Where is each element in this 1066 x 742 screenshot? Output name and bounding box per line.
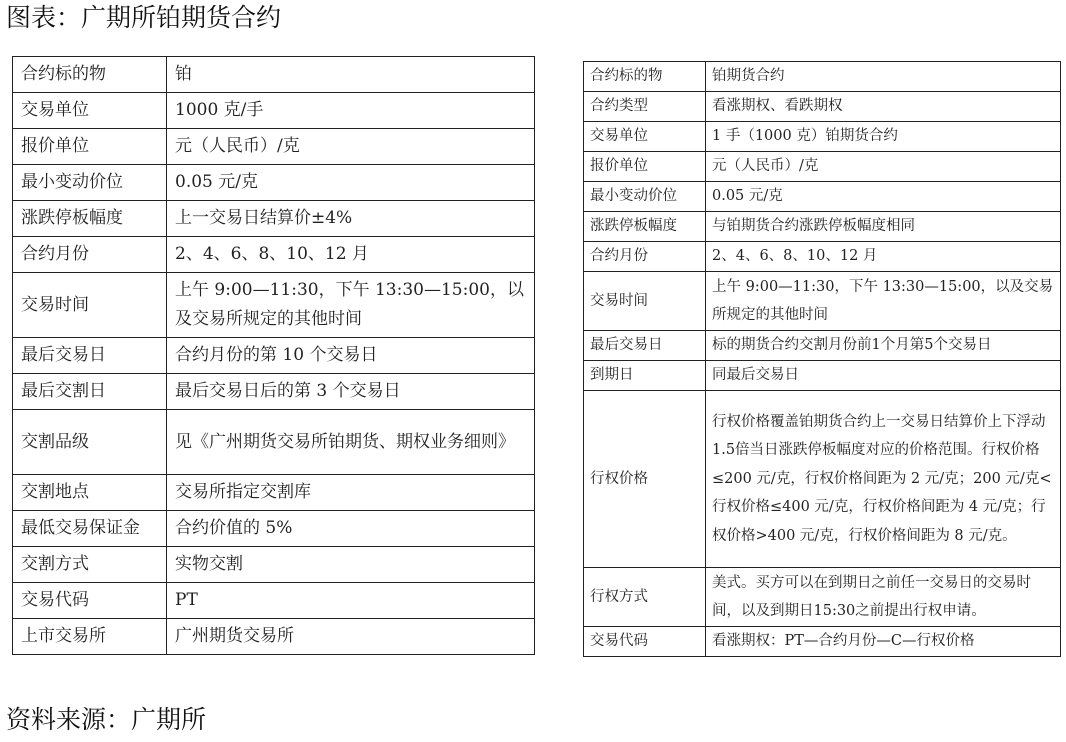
table-row [13,475,535,511]
row-value: 元（人民币）/克 [706,152,1061,182]
row-value: 标的期货合约交割月份前1个月第5个交易日 [706,331,1061,361]
table-row [13,273,535,338]
row-key: 交割品级 [13,410,167,475]
row-value: 上午 9:00—11:30，下午 13:30—15:00，以及交易所规定的其他时间 [167,273,535,338]
row-value: 美式。买方可以在到期日之前任一交易日的交易时间，以及到期日15:30之前提出行权申请。 [706,568,1061,627]
table-row [584,331,1061,361]
row-value: 与铂期货合约涨跌停板幅度相同 [706,212,1061,242]
row-key: 最后交割日 [13,374,167,410]
row-value: 实物交割 [167,547,535,583]
row-key: 行权价格 [584,391,706,568]
row-key: 到期日 [584,361,706,391]
table-row [584,122,1061,152]
row-value: 铂期货合约 [706,62,1061,92]
table-row [13,338,535,374]
table-row [584,568,1061,627]
row-key: 最低交易保证金 [13,511,167,547]
row-key: 报价单位 [13,129,167,165]
row-value: 0.05 元/克 [706,182,1061,212]
table-row [13,57,535,93]
table-row [584,182,1061,212]
table-row [584,272,1061,331]
row-key: 行权方式 [584,568,706,627]
table-row [584,62,1061,92]
table-row [584,212,1061,242]
row-value: 2、4、6、8、10、12 月 [706,242,1061,272]
row-key: 交易时间 [13,273,167,338]
row-key: 报价单位 [584,152,706,182]
table-row [13,410,535,475]
row-value: PT [167,583,535,619]
table-row [584,627,1061,657]
row-key: 最小变动价位 [584,182,706,212]
table-row [13,547,535,583]
row-key: 交易时间 [584,272,706,331]
row-value: 合约月份的第 10 个交易日 [167,338,535,374]
row-key: 交易代码 [13,583,167,619]
row-value: 1000 克/手 [167,93,535,129]
row-value: 行权价格覆盖铂期货合约上一交易日结算价上下浮动1.5倍当日涨跌停板幅度对应的价格范围。行权价格≤200 元/克，行权价格间距为 2 元/克；200 元/克<行权价格≤400 元/克，行权价格间距为 4 元/克；行权价格>400 元/克，行权价格间距为 8 元/克。 [706,391,1061,568]
row-key: 交易代码 [584,627,706,657]
row-value: 看涨期权：PT—合约月份—C—行权价格 [706,627,1061,657]
table-row [13,165,535,201]
table-row [13,374,535,410]
row-value: 广州期货交易所 [167,619,535,655]
row-key: 合约月份 [13,237,167,273]
table-row [584,391,1061,568]
row-value: 元（人民币）/克 [167,129,535,165]
row-value: 铂 [167,57,535,93]
row-key: 交割地点 [13,475,167,511]
row-key: 最后交易日 [584,331,706,361]
table-row [13,583,535,619]
row-key: 合约标的物 [13,57,167,93]
row-key: 交割方式 [13,547,167,583]
table-row [584,242,1061,272]
source-note: 资料来源：广期所 [6,705,207,734]
row-key: 上市交易所 [13,619,167,655]
table-row [584,361,1061,391]
row-value: 同最后交易日 [706,361,1061,391]
row-value: 上午 9:00—11:30，下午 13:30—15:00，以及交易所规定的其他时间 [706,272,1061,331]
row-key: 交易单位 [13,93,167,129]
table-row [13,201,535,237]
row-value: 1 手（1000 克）铂期货合约 [706,122,1061,152]
table-row [584,92,1061,122]
row-key: 合约类型 [584,92,706,122]
table-row [13,237,535,273]
row-value: 2、4、6、8、10、12 月 [167,237,535,273]
row-key: 最后交易日 [13,338,167,374]
options-contract-table [583,61,1061,657]
row-value: 交易所指定交割库 [167,475,535,511]
figure-title: 图表：广期所铂期货合约 [6,3,282,32]
row-value: 见《广州期货交易所铂期货、期权业务细则》 [167,410,535,475]
table-row [13,93,535,129]
row-key: 合约标的物 [584,62,706,92]
row-value: 0.05 元/克 [167,165,535,201]
table-row [13,511,535,547]
row-key: 最小变动价位 [13,165,167,201]
row-value: 上一交易日结算价±4% [167,201,535,237]
row-value: 看涨期权、看跌期权 [706,92,1061,122]
table-row [13,619,535,655]
row-key: 涨跌停板幅度 [584,212,706,242]
row-key: 合约月份 [584,242,706,272]
row-value: 最后交易日后的第 3 个交易日 [167,374,535,410]
row-value: 合约价值的 5% [167,511,535,547]
table-row [584,152,1061,182]
table-row [13,129,535,165]
row-key: 涨跌停板幅度 [13,201,167,237]
row-key: 交易单位 [584,122,706,152]
futures-contract-table [12,56,535,655]
